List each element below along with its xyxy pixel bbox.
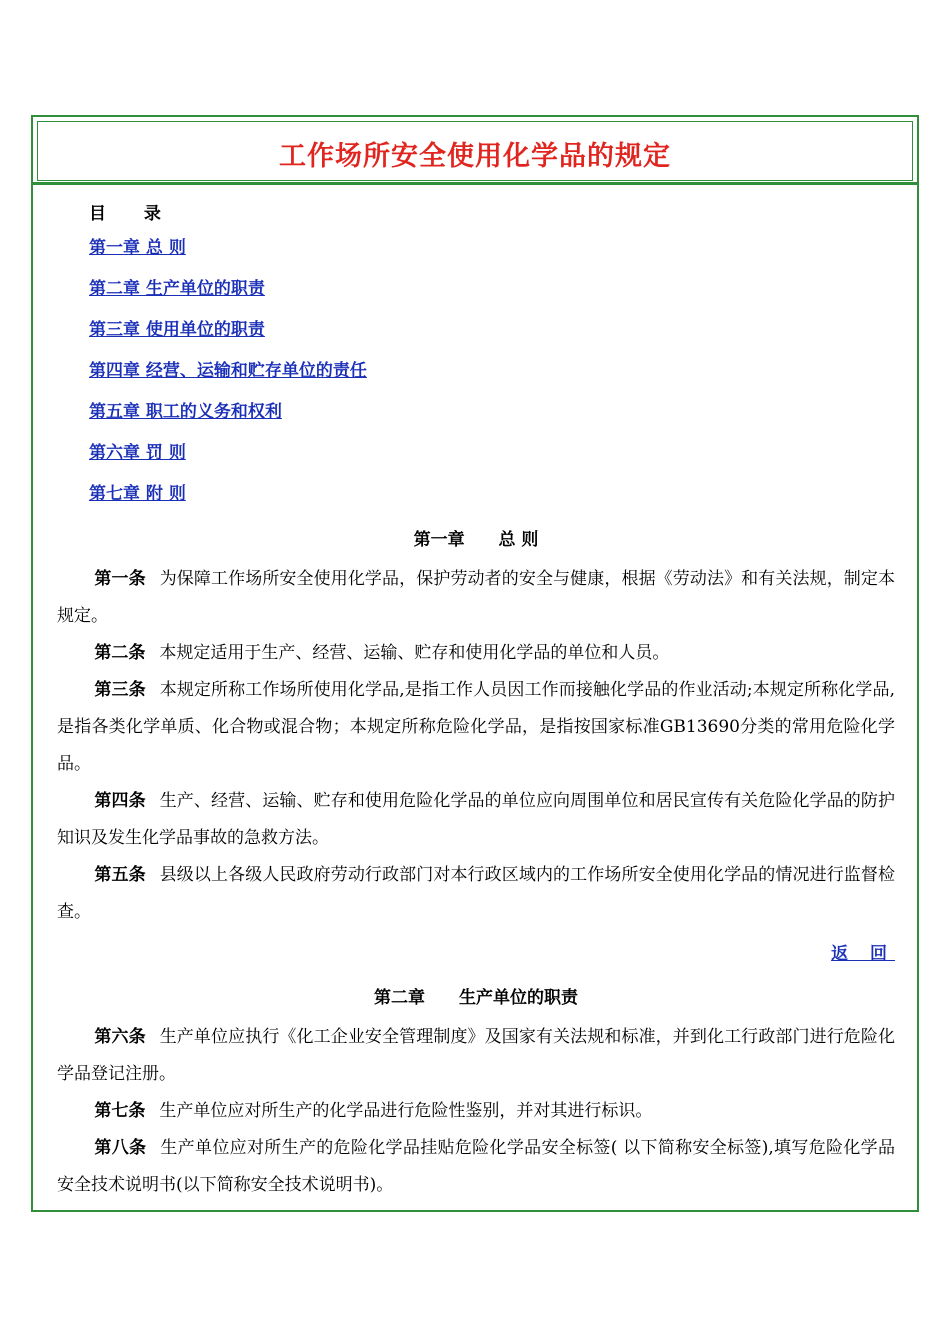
article (57, 1019, 895, 1093)
article (57, 1093, 895, 1130)
document-frame (31, 115, 919, 1212)
article-label: 第二条 (94, 643, 146, 663)
chapter-2-heading (57, 983, 895, 1013)
toc-heading: 目 录 (89, 204, 177, 224)
article-text: 县级以上各级人民政府劳动行政部门对本行政区域内的工作场所安全使用化学品的情况进行监督检查。 (57, 865, 896, 922)
toc-link-chapter-3[interactable]: 第三章 使用单位的职责 (89, 320, 265, 340)
article-text: 本规定适用于生产、经营、运输、贮存和使用化学品的单位和人员。 (159, 643, 670, 663)
article-text: 为保障工作场所安全使用化学品，保护劳动者的安全与健康，根据《劳动法》和有关法规，制定本规定。 (57, 569, 896, 626)
toc-link-chapter-7[interactable]: 第七章 附 则 (89, 484, 186, 504)
page-title: 工作场所安全使用化学品的规定 (279, 141, 671, 172)
article-text: 生产单位应对所生产的危险化学品挂贴危险化学品安全标签( 以下简称安全标签),填写危险化学品安全技术说明书(以下简称安全技术说明书)。 (57, 1138, 895, 1195)
article-text: 生产、经营、运输、贮存和使用危险化学品的单位应向周围单位和居民宣传有关危险化学品的防护知识及发生化学品事故的急救方法。 (57, 791, 896, 848)
toc-link-chapter-1[interactable]: 第一章 总 则 (89, 238, 186, 258)
article (57, 635, 895, 672)
toc-link-chapter-5[interactable]: 第五章 职工的义务和权利 (89, 402, 282, 422)
article-label: 第五条 (94, 865, 146, 885)
title-box (37, 121, 913, 181)
article (57, 672, 895, 783)
back-link[interactable]: 返 回 (831, 944, 895, 964)
article (57, 783, 895, 857)
toc-link-chapter-2[interactable]: 第二章 生产单位的职责 (89, 279, 265, 299)
article-text: 生产单位应对所生产的化学品进行危险性鉴别，并对其进行标识。 (159, 1101, 653, 1121)
toc-link-chapter-6[interactable]: 第六章 罚 则 (89, 443, 186, 463)
article (57, 857, 895, 931)
article-label: 第一条 (94, 569, 146, 589)
chapter-1-heading (57, 525, 895, 555)
chapter-number: 第二章 (374, 988, 426, 1008)
article (57, 561, 895, 635)
article-text: 本规定所称工作场所使用化学品,是指工作人员因工作而接触化学品的作业活动;本规定所称化学品,是指各类化学单质、化合物或混合物；本规定所称危险化学品，是指按国家标准GB13690分类的常用危险化学品。 (57, 680, 895, 774)
article (57, 1130, 895, 1204)
article-label: 第八条 (94, 1138, 147, 1158)
article-label: 第四条 (94, 791, 146, 811)
article-label: 第三条 (94, 680, 146, 700)
title-divider (33, 182, 917, 185)
chapter-name: 总 则 (498, 530, 539, 550)
toc-link-chapter-4[interactable]: 第四章 经营、运输和贮存单位的责任 (89, 361, 367, 381)
document-body (57, 195, 895, 1204)
article-label: 第七条 (94, 1101, 146, 1121)
table-of-contents (57, 228, 895, 515)
chapter-name: 生产单位的职责 (458, 988, 578, 1008)
back-link-row (57, 935, 895, 973)
article-text: 生产单位应执行《化工企业安全管理制度》及国家有关法规和标准，并到化工行政部门进行危险化学品登记注册。 (57, 1027, 896, 1084)
article-label: 第六条 (94, 1027, 146, 1047)
chapter-number: 第一章 (413, 530, 465, 550)
